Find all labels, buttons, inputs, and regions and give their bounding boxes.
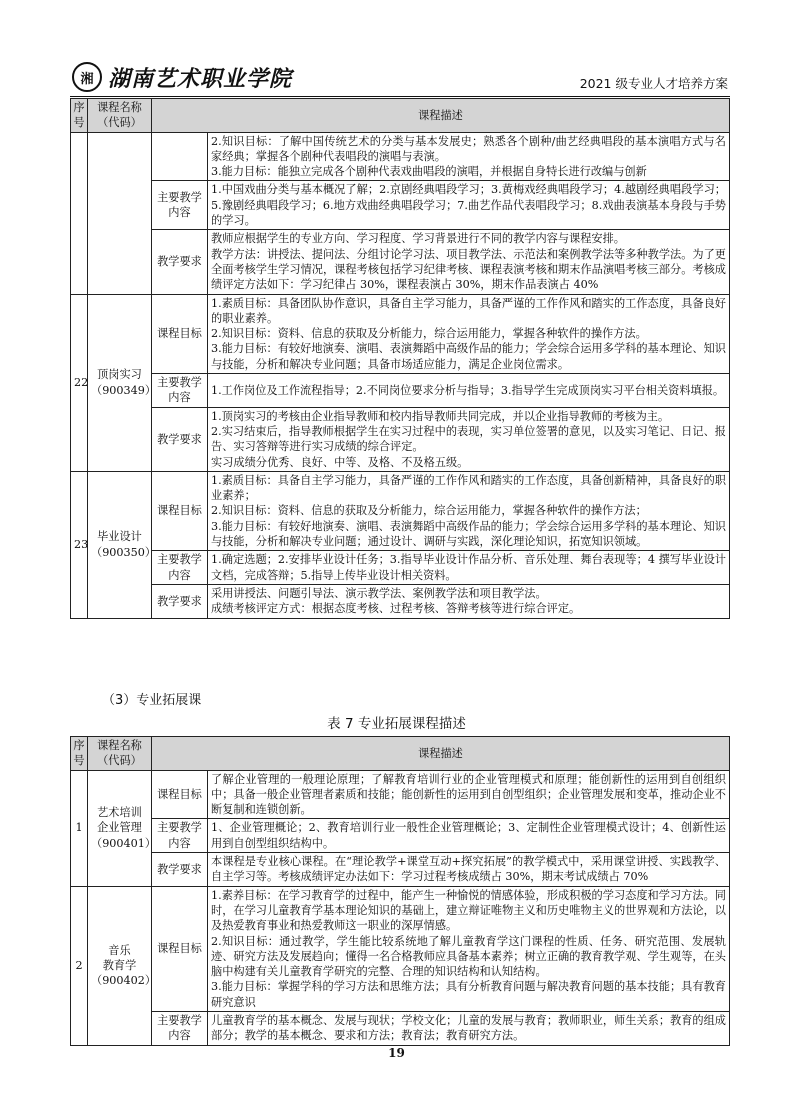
cell-course-name: 艺术培训 企业管理 （900401）: [88, 770, 152, 886]
table-row: [71, 471, 730, 550]
cell-no: 23: [71, 471, 88, 618]
logo-text: 湖南艺术职业学院: [108, 65, 293, 92]
header-course-desc: 课程描述: [152, 737, 730, 771]
cell-main-content: 1、企业管理概论；2、教育培训行业一般性企业管理概论；3、定制性企业管理模式设计；4、创新性运用到自创型组织结构中。: [208, 819, 730, 853]
cell-main-content: 1.中国戏曲分类与基本概况了解；2.京剧经典唱段学习；3.黄梅戏经典唱段学习；4.越剧经典唱段学习；5.豫剧经典唱段学习；6.地方戏曲经典唱段学习；7.曲艺作品代表唱段学习；8.戏曲表演基本身段与手势的学习。: [208, 181, 730, 230]
cell-course-goal: 1.素养目标：在学习教育学的过程中，能产生一种愉悦的情感体验，形成积极的学习态度和学习方法。同时，在学习儿童教育学基本理论知识的基础上，建立辩证唯物主义和历史唯物主义的世界观和方法论，以及热爱教育事业和热爱教师这一职业的深厚情感。 2.知识目标：通过教学，学生能比较系统地了解儿童教育学这门课程的性质、任务、研究范围、发展轨迹、研究方法及发展趋向；懂得一名合格教师应具备基本素养；树立正确的教育教学观、学生观等，在头脑中构建有关儿童教育学研究的完整、合理的知识结构和认知结构。 3.能力目标：掌握学科的学习方法和思维方法；具有分析教育问题与解决教育问题的基本技能；具有教育研究意识: [208, 886, 730, 1011]
cell-label: 课程目标: [152, 294, 208, 373]
cell-course-name: [88, 132, 152, 294]
table-row: [71, 551, 730, 585]
table-caption: 表 7 专业拓展课程描述: [327, 716, 466, 732]
cell-teaching-req: 1.顶岗实习的考核由企业指导教师和校内指导教师共同完成，并以企业指导教师的考核为主。 2.实习结束后，指导教师根据学生在实习过程中的表现，实习单位签署的意见，以及实习笔记、日记、报告、实习答辩等进行实习成绩的综合评定。 实习成绩分优秀、良好、中等、及格、不及格五级。: [208, 407, 730, 471]
section-heading: （3）专业拓展课: [102, 693, 202, 708]
cell-label: [152, 132, 208, 181]
cell-label: 课程目标: [152, 770, 208, 819]
table-header-row: [71, 737, 730, 771]
cell-label: 教学要求: [152, 853, 208, 887]
cell-main-content: 儿童教育学的基本概念、发展与现状；学校文化；儿童的发展与教育；教师职业，师生关系；教育的组成部分；教学的基本概念、要求和方法；教育法；教育研究方法。: [208, 1012, 730, 1046]
cell-course-goal: 1.素质目标：具备自主学习能力，具备严谨的工作作风和踏实的工作态度，具备创新精神，具备良好的职业素养； 2.知识目标：资料、信息的获取及分析能力，综合运用能力，掌握各种软件的操作方法； 3.能力目标：有较好地演奏、演唱、表演舞蹈中高级作品的能力；学会综合运用多学科的基本理论、知识与技能，分析和解决专业问题；通过设计、调研与实践，深化理论知识，拓宽知识领域。: [208, 471, 730, 550]
cell-label: 主要教学内容: [152, 181, 208, 230]
cell-course-goal: 1.素质目标：具备团队协作意识，具备自主学习能力，具备严谨的工作作风和踏实的工作态度，具备良好的职业素养。 2.知识目标：资料、信息的获取及分析能力，综合运用能力，掌握各种软件的操作方法。 3.能力目标：有较好地演奏、演唱、表演舞蹈中高级作品的能力；学会综合运用多学科的基本理论、知识与技能，分析和解决专业问题；具备市场适应能力，满足企业岗位需求。: [208, 294, 730, 373]
cell-label: 主要教学内容: [152, 551, 208, 585]
document-title: 2021 级专业人才培养方案: [579, 76, 728, 91]
table-row: [71, 853, 730, 887]
cell-no: 2: [71, 886, 88, 1045]
page-number: 19: [388, 1046, 405, 1060]
table-row: [71, 584, 730, 618]
table-header-row: [71, 99, 730, 133]
cell-label: 教学要求: [152, 584, 208, 618]
cell-label: 主要教学内容: [152, 374, 208, 408]
cell-label: 课程目标: [152, 886, 208, 1011]
expansion-course-table: [70, 736, 730, 1046]
header-no: 序号: [71, 737, 88, 771]
cell-course-goal: 2.知识目标：了解中国传统艺术的分类与基本发展史；熟悉各个剧种/曲艺经典唱段的基本演唱方式与名家经典；掌握各个剧种代表唱段的演唱与表演。 3.能力目标：能独立完成各个剧种代表戏曲唱段的演唱，并根据自身特长进行改编与创新: [208, 132, 730, 181]
table-row: [71, 407, 730, 471]
cell-no: [71, 132, 88, 294]
table-row: [71, 1012, 730, 1046]
table-row: [71, 819, 730, 853]
cell-course-goal: 了解企业管理的一般理论原理；了解教育培训行业的企业管理模式和原理；能创新性的运用到自创组织中；具备一般企业管理者素质和技能；能创新性的运用到自创型组织；企业管理发展和变革，推动企业不断复制和连锁创新。: [208, 770, 730, 819]
cell-teaching-req: 本课程是专业核心课程。在“理论教学+课堂互动+探究拓展”的教学模式中，采用课堂讲授、实践教学、自主学习等。考核成绩评定办法如下：学习过程考核成绩占 30%，期末考试成绩占 70%: [208, 853, 730, 887]
table-row: [71, 181, 730, 230]
cell-no: 22: [71, 294, 88, 471]
cell-label: 课程目标: [152, 471, 208, 550]
cell-label: 主要教学内容: [152, 1012, 208, 1046]
cell-main-content: 1.工作岗位及工作流程指导；2.不同岗位要求分析与指导；3.指导学生完成顶岗实习平台相关资料填报。: [208, 374, 730, 408]
school-logo: [72, 62, 292, 92]
cell-course-name: 顶岗实习 （900349）: [88, 294, 152, 471]
cell-main-content: 1.确定选题；2.安排毕业设计任务；3.指导毕业设计作品分析、音乐处理、舞台表现等；4 撰写毕业设计文档，完成答辩；5.指导上传毕业设计相关资料。: [208, 551, 730, 585]
table-row: [71, 132, 730, 181]
table-row: [71, 230, 730, 294]
cell-label: 主要教学内容: [152, 819, 208, 853]
header-no: 序号: [71, 99, 88, 133]
cell-label: 教学要求: [152, 230, 208, 294]
cell-course-name: 音乐 教育学 （900402）: [88, 886, 152, 1045]
table-row: [71, 886, 730, 1011]
table-row: [71, 374, 730, 408]
cell-label: 教学要求: [152, 407, 208, 471]
table-row: [71, 294, 730, 373]
page-header: [70, 58, 730, 97]
cell-teaching-req: 采用讲授法、问题引导法、演示教学法、案例教学法和项目教学法。 成绩考核评定方式：根据态度考核、过程考核、答辩考核等进行综合评定。: [208, 584, 730, 618]
logo-seal-icon: 湘: [72, 62, 102, 92]
table-row: [71, 770, 730, 819]
header-course-name: 课程名称（代码）: [88, 737, 152, 771]
header-course-desc: 课程描述: [152, 99, 730, 133]
cell-teaching-req: 教师应根据学生的专业方向、学习程度、学习背景进行不同的教学内容与课程安排。 教学方法：讲授法、提问法、分组讨论学习法、项目教学法、示范法和案例教学法等多种教学法。为了更全面考核学生学习情况，课程考核包括学习纪律考核、课程表演考核和期末作品演唱考核三部分。考核成绩评定方法如下：学习纪律占 30%，课程表演占 30%，期末作品表演占 40%: [208, 230, 730, 294]
course-table-continued: [70, 98, 730, 619]
cell-course-name: 毕业设计 （900350）: [88, 471, 152, 618]
header-course-name: 课程名称（代码）: [88, 99, 152, 133]
cell-no: 1: [71, 770, 88, 886]
